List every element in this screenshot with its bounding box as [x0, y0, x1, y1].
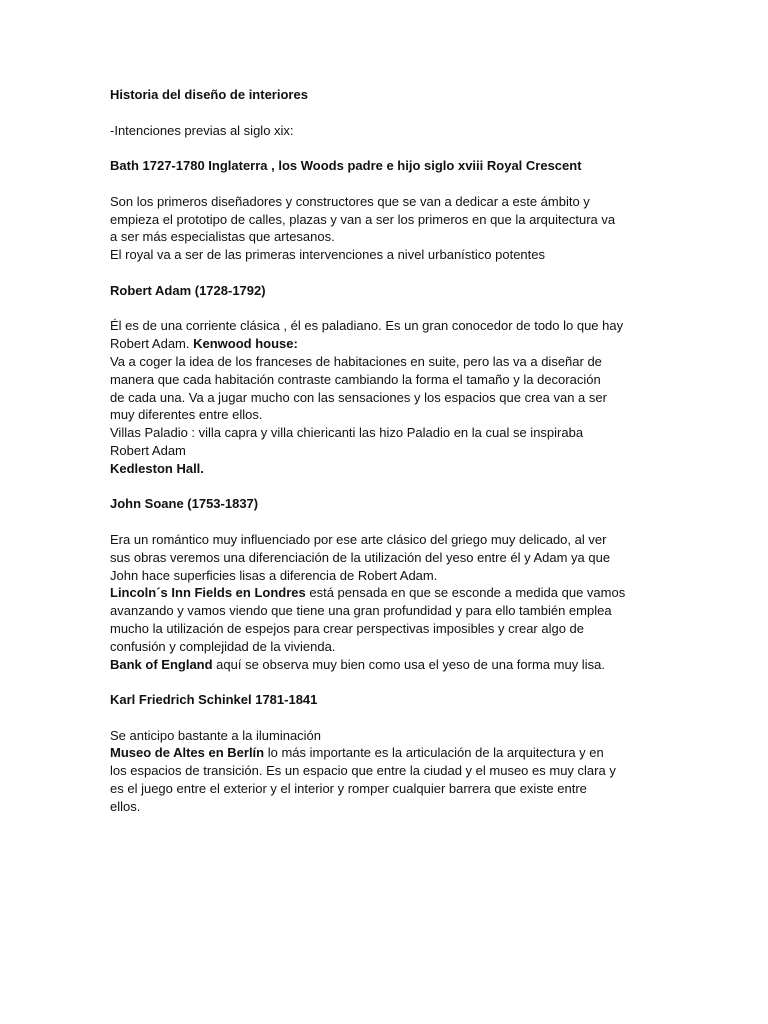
- text-line: ellos.: [110, 798, 141, 814]
- bath-heading: Bath 1727-1780 Inglaterra , los Woods padre e hijo siglo xviii Royal Crescent: [110, 158, 582, 174]
- text-line: Lincoln´s Inn Fields en Londres está pensada en que se esconde a medida que vamos: [110, 585, 626, 601]
- schinkel-heading: Karl Friedrich Schinkel 1781-1841: [110, 692, 318, 708]
- adam-paragraph: [110, 317, 670, 477]
- text-line: Él es de una corriente clásica , él es paladiano. Es un gran conocedor de todo lo que hay: [110, 318, 624, 334]
- text-line: John hace superficies lisas a diferencia de Robert Adam.: [110, 567, 438, 583]
- document-title: Historia del diseño de interiores: [110, 87, 308, 102]
- lincolns-inn-label: Lincoln´s Inn Fields en Londres: [110, 585, 306, 601]
- text-line: mucho la utilización de espejos para crear perspectivas imposibles y crear algo de: [110, 620, 585, 636]
- text-line: confusión y complejidad de la vivienda.: [110, 638, 336, 654]
- text-line: los espacios de transición. Es un espacio que entre la ciudad y el museo es muy clara y: [110, 763, 616, 779]
- kenwood-house-label: Kenwood house:: [193, 336, 298, 352]
- text-line: El royal va a ser de las primeras intervenciones a nivel urbanístico potentes: [110, 247, 545, 263]
- text-line: Villas Paladio : villa capra y villa chiericanti las hizo Paladio en la cual se inspiraba: [110, 425, 584, 441]
- text-line: muy diferentes entre ellos.: [110, 407, 263, 423]
- text-line: Va a coger la idea de los franceses de habitaciones en suite, pero las va a diseñar de: [110, 353, 602, 369]
- text-line: manera que cada habitación contraste cambiando la forma el tamaño y la decoración: [110, 371, 601, 387]
- text-line: Museo de Altes en Berlín lo más importante es la articulación de la arquitectura y en: [110, 745, 604, 761]
- text-line: Robert Adam. Kenwood house:: [110, 336, 298, 352]
- museo-altes-label: Museo de Altes en Berlín: [110, 745, 265, 761]
- text-line: de cada una. Va a jugar mucho con las sensaciones y los espacios que crea van a ser: [110, 389, 607, 405]
- intro-line: -Intenciones previas al siglo xix:: [110, 122, 294, 138]
- text-line: es el juego entre el exterior y el interior y romper cualquier barrera que existe entre: [110, 781, 587, 797]
- kedleston-hall-label: Kedleston Hall.: [110, 460, 204, 476]
- text-line: sus obras veremos una diferenciación de la utilización del yeso entre él y Adam ya que: [110, 549, 611, 565]
- text-line: Son los primeros diseñadores y constructores que se van a dedicar a este ámbito y: [110, 193, 590, 209]
- text-line: Se anticipo bastante a la iluminación: [110, 727, 322, 743]
- text-line: avanzando y vamos viendo que tiene una gran profundidad y para ello también emplea: [110, 603, 612, 619]
- text-line: Bank of England aquí se observa muy bien como usa el yeso de una forma muy lisa.: [110, 656, 605, 672]
- text-line: Robert Adam: [110, 442, 186, 458]
- text-line: Era un romántico muy influenciado por ese arte clásico del griego muy delicado, al ver: [110, 531, 607, 547]
- document-body: [110, 86, 670, 833]
- text-line: a ser más especialistas que artesanos.: [110, 229, 335, 245]
- soane-heading: John Soane (1753-1837): [110, 496, 259, 512]
- schinkel-paragraph: [110, 727, 670, 816]
- text-line: empieza el prototipo de calles, plazas y van a ser los primeros en que la arquitectura va: [110, 211, 616, 227]
- bath-paragraph: [110, 193, 670, 264]
- soane-paragraph: [110, 531, 670, 673]
- adam-heading: Robert Adam (1728-1792): [110, 282, 266, 298]
- bank-of-england-label: Bank of England: [110, 656, 213, 672]
